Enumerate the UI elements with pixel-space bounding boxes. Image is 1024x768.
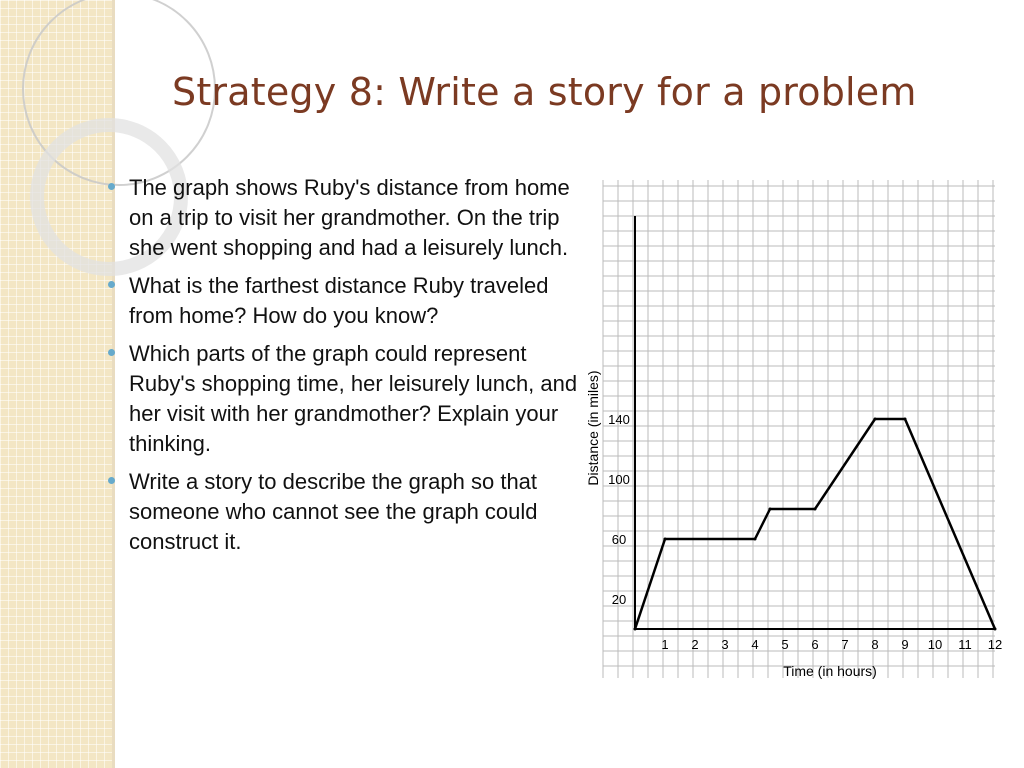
bullet-dot-icon	[108, 349, 115, 356]
bullet-item	[104, 271, 584, 331]
bullet-dot-icon	[108, 183, 115, 190]
x-tick-label: 12	[987, 637, 1003, 652]
data-point	[754, 538, 757, 541]
y-axis-label: Distance (in miles)	[585, 370, 601, 486]
data-point	[814, 508, 817, 511]
x-tick-label: 11	[958, 637, 972, 652]
bullet-list	[104, 173, 584, 565]
bullet-dot-icon	[108, 477, 115, 484]
x-tick-label: 9	[901, 637, 909, 652]
data-point	[874, 418, 877, 421]
bullet-item	[104, 467, 584, 557]
x-tick-label: 3	[721, 637, 729, 652]
x-tick-label: 6	[811, 637, 819, 652]
x-tick-label: 5	[781, 637, 789, 652]
data-point	[634, 628, 637, 631]
slide-title: Strategy 8: Write a story for a problem	[172, 70, 917, 114]
distance-time-chart	[580, 170, 1003, 690]
data-point	[769, 508, 772, 511]
bullet-text: The graph shows Ruby's distance from home on a trip to visit her grandmother. On the trip she went shopping and had a leisurely lunch.	[129, 175, 570, 260]
y-tick-label: 140	[608, 412, 630, 427]
bullet-text: What is the farthest distance Ruby traveled from home? How do you know?	[129, 273, 549, 328]
data-point	[904, 418, 907, 421]
x-tick-label: 2	[691, 637, 699, 652]
bullet-item	[104, 173, 584, 263]
y-tick-label: 60	[611, 532, 627, 547]
x-tick-label: 1	[661, 637, 669, 652]
bullet-text: Write a story to describe the graph so that someone who cannot see the graph could construct it.	[129, 469, 538, 554]
y-tick-label: 100	[608, 472, 630, 487]
bullet-dot-icon	[108, 281, 115, 288]
bullet-item	[104, 339, 584, 459]
series-line	[635, 419, 995, 629]
x-tick-label: 10	[927, 637, 943, 652]
x-axis-label: Time (in hours)	[783, 663, 877, 679]
x-tick-label: 8	[871, 637, 879, 652]
bullet-text: Which parts of the graph could represent Ruby's shopping time, her leisurely lunch, and her visit with her grandmother? Explain your thinking.	[129, 341, 578, 456]
x-tick-label: 4	[751, 637, 759, 652]
x-tick-label: 7	[841, 637, 849, 652]
data-point	[664, 538, 667, 541]
y-tick-label: 20	[611, 592, 627, 607]
data-point	[994, 628, 997, 631]
